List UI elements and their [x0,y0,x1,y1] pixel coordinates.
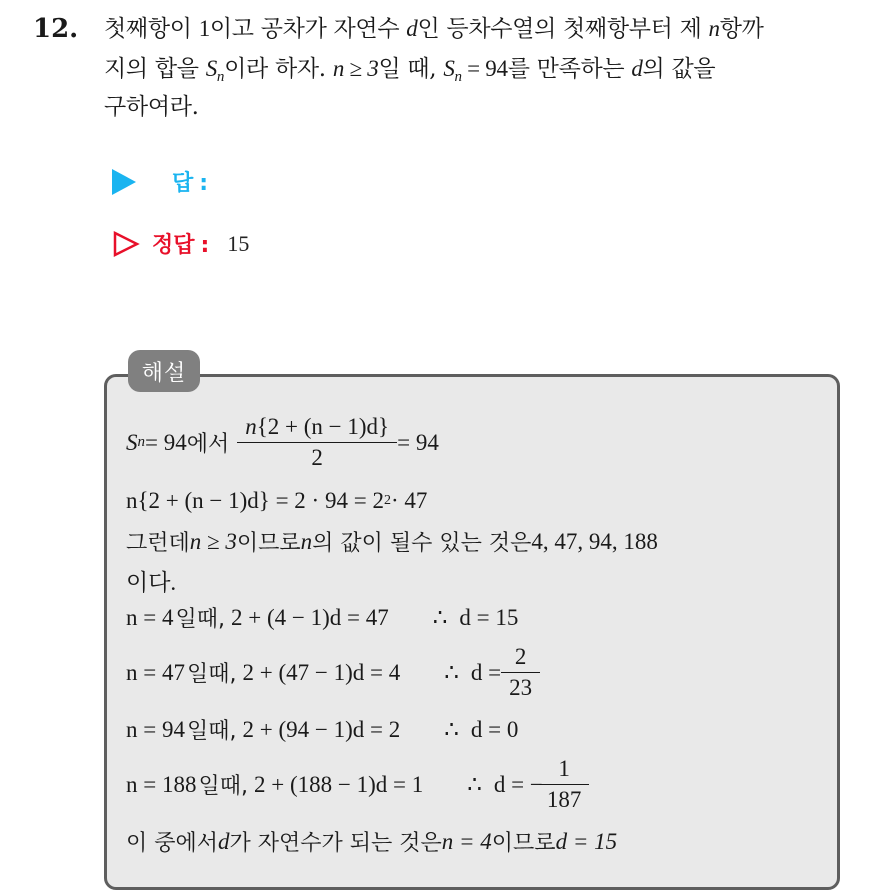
fraction-1-187: $\frac{1}{187}$ [543,756,586,813]
question-line-1: 첫째항이 1이고 공차가 자연수 d인 등차수열의 첫째항부터 제 n항까 [104,16,764,42]
correct-answer-value: 15 [227,230,250,256]
answer-label: 답 : [172,171,209,196]
fraction-sum: $\frac{n\{2 + (n - 1)d\}}{2}$ [241,414,393,471]
solution-line-4: 이다. [126,570,177,595]
case-row: n = 188 일때, 2 + (188 − 1)d = 1 ∴ d = − $\frac{1}{187}$ [126,756,589,813]
case-row: n = 47 일때, 2 + (47 − 1)d = 4 ∴ d = $\frac{2}{23}$ [126,644,540,701]
outline-triangle-icon [112,230,140,258]
question-line-3: 구하여라. [104,94,199,120]
answer-row [112,166,208,197]
question-number: 12. [33,14,79,44]
case-row: n = 94 일때, 2 + (94 − 1)d = 2 ∴ d = 0 [126,716,519,744]
question-line-2: 지의 합을 $S_n$이라 하자. n ≥ 3일 때, $S_n = 94$를 만족하는 d의 값을 [104,56,716,85]
fraction-2-23: $\frac{2}{23}$ [505,644,536,701]
correct-answer-row [112,228,249,259]
solution-line-3: 그런데 n ≥ 3 이므로 n 의 값이 될수 있는 것은 4, 47, 94, 188 [126,528,658,556]
solution-line-2: n{2 + (n − 1)d} = 2 · 94 = 2 2 · 47 [126,488,428,513]
play-triangle-icon [112,169,136,195]
case-row: n = 4 일때, 2 + (4 − 1)d = 47 ∴ d = 15 [126,604,519,632]
correct-answer-label: 정답 : [152,233,210,258]
solution-tab: 해설 [128,350,200,392]
solution-line-1: S n = 94 에서 $\frac{n\{2 + (n - 1)d\}}{2}$ = 94 [126,414,439,470]
solution-conclusion: 이 중에서 d 가 자연수가 되는 것은 n = 4 이므로 d = 15 [126,828,618,856]
